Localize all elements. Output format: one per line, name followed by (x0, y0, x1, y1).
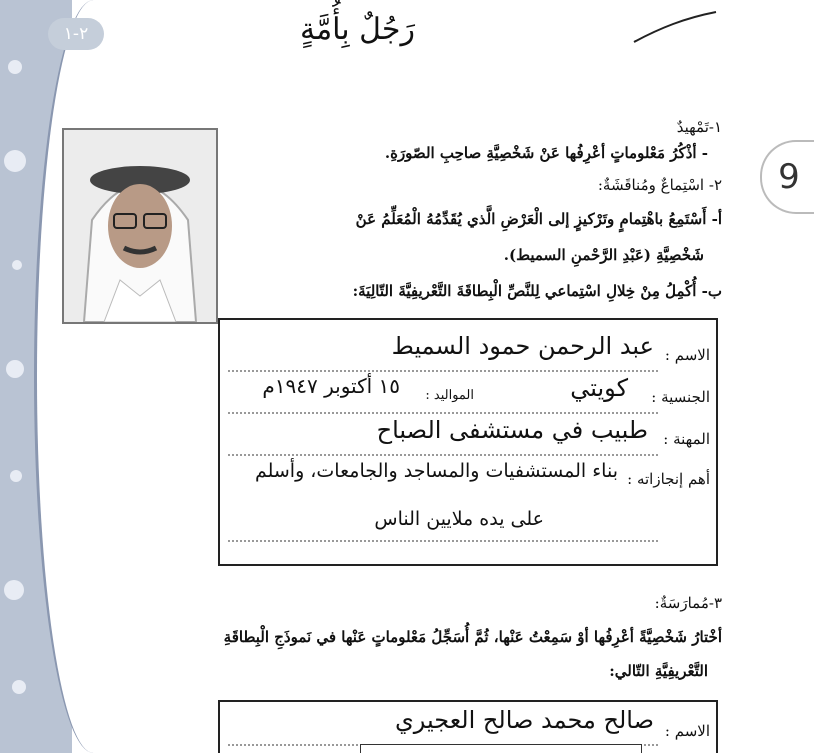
card1-birth-value: ١٥ أكتوبر ١٩٤٧م (262, 374, 400, 398)
listen-item-b: ب- أُكْمِلُ مِنْ خِلالِ اسْتِماعي لِلنَّصِّ الْبِطاقَةَ التَّعْريفِيَّةَ التّالِيَةَ: (352, 282, 722, 300)
pen-mark-icon (630, 8, 720, 48)
listen-item-a-line2: شَخْصِيَّةِ (عَبْدِ الرَّحْمنِ السميط). (503, 246, 704, 264)
card2-name-label: الاسم : (664, 722, 710, 740)
card1-job-value: طبيب في مستشفى الصباح (376, 416, 648, 444)
card1-birth-label: المواليد : (425, 388, 474, 403)
listen-heading: ٢- اسْتِماعٌ ومُناقَشَةٌ: (597, 176, 722, 194)
bottom-toolbar-edge (360, 744, 642, 753)
card1-achievements-value-2: على يده ملايين الناس (374, 508, 544, 530)
lesson-title: رَجُلٌ بِأُمَّةٍ (300, 12, 415, 47)
card1-nationality-label: الجنسية : (651, 388, 710, 406)
portrait-photo (62, 128, 218, 324)
card1-nationality-value: كويتي (570, 374, 628, 402)
card2-name-value: صالح محمد صالح العجيري (394, 706, 654, 734)
intro-heading: ١-تَمْهيدٌ (676, 118, 722, 136)
card1-achievements-value-1: بناء المستشفيات والمساجد والجامعات، وأسلم (254, 460, 618, 482)
practice-instruction-line1: أخْتارُ شَخْصِيَّةً أعْرِفُها أوْ سَمِعْتُ عَنْها، ثُمَّ أُسَجِّلُ مَعْلوماتٍ عَنْها في نَموذَجِ الْبِطاقَةِ (223, 628, 722, 646)
practice-instruction-line2: التَّعْريفِيَّةِ التّالي: (609, 662, 708, 680)
lesson-badge: ٢-١ (48, 18, 104, 50)
card1-name-label: الاسم : (664, 346, 710, 364)
page-number: 9 (760, 140, 814, 214)
card1-name-value: عبد الرحمن حمود السميط (391, 332, 654, 360)
decorative-page-edge (0, 0, 72, 753)
card1-job-label: المهنة : (663, 430, 710, 448)
intro-task: - أذْكُرُ مَعْلوماتٍ أعْرِفُها عَنْ شَخْصِيَّةِ صاحِبِ الصّورَةِ. (384, 144, 708, 162)
card1-achievements-label: أهم إنجازاته : (627, 470, 710, 488)
practice-heading: ٣-مُمارَسَةٌ: (654, 594, 722, 612)
listen-item-a-line1: أ- أَسْتَمِعُ باهْتِمامٍ وتَرْكيزٍ إلى الْعَرْضِ الَّذي يُقَدِّمُهُ الْمُعَلِّمُ عَنْ (355, 210, 722, 228)
